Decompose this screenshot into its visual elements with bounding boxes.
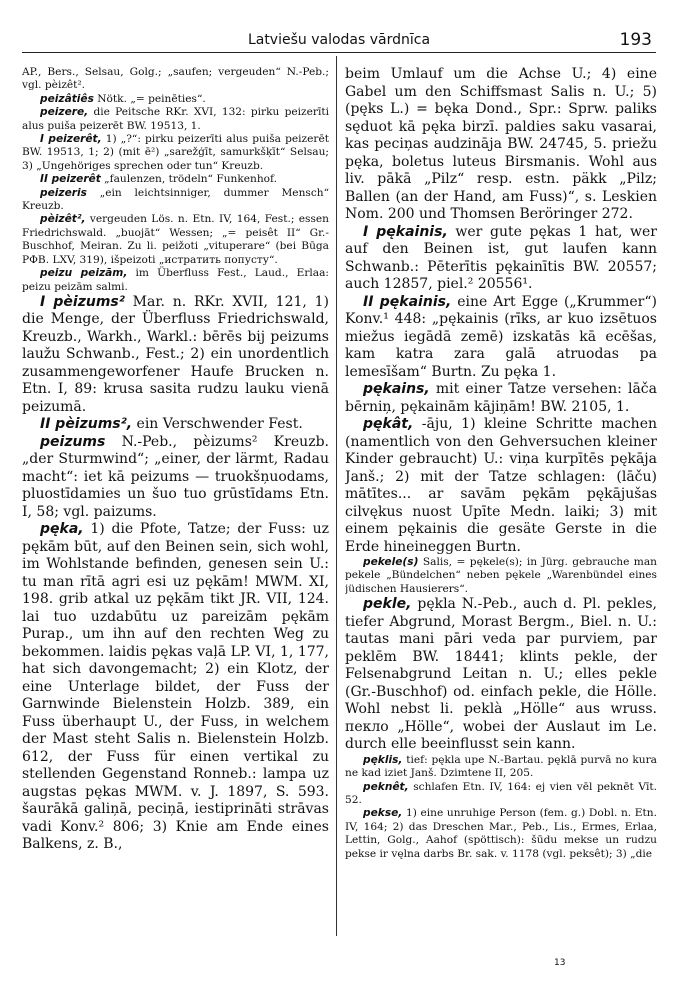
entry-headword: peizere, (40, 106, 89, 119)
entry-headword: I peizerêt, (40, 133, 102, 146)
entry-headword: pèizêt², (40, 213, 86, 226)
entry-definition: AP., Bers., Selsau, Golg.; „saufen; vergeuden“ N.-Peb.; vgl. pèizêt². (22, 66, 329, 92)
dictionary-entry (345, 416, 657, 556)
entry-definition: eine Art Egge („Krummer“) Konv.¹ 448: „pękainis (rīks, ar kuo izsētuos miežus iegādā zemē) izskatās kā ecēšas, kam katra zara galā atruodas pa lemesīšam“ Burtn. Zu pęka 1. (345, 293, 657, 380)
dictionary-entry (22, 434, 329, 522)
entry-headword: I pèizums² (40, 293, 125, 310)
entry-definition: pękla N.-Peb., auch d. Pl. pekles, tiefer Abgrund, Morast Bergm., Biel. n. U.: tautas mani pāri veda par purviem, par peklēm BW. 18441; klints pekle, der Felsenabgrund Leitan n. U.; elles pekle (Gr.-Buschhof) od. einfach pekle, die Hölle. Wohl nebst li. peklà „Hölle“ aus wruss. пекло „Hölle“, wobei der Auslaut im Le. durch elle beeinflusst sein kann. (345, 596, 657, 753)
dictionary-entry (345, 66, 657, 224)
entry-definition: beim Umlauf um die Achse U.; 4) eine Gabel um den Schiffsmast Salis n. U.; 5) (pęks L.) = bęka Dond., Spr.: Sprw. paliks sęduot kā pęka birzī. paldies saku vasarai, kas peciņas audzināja BW. 24745, 5. priežu pęka, boletus luteus Birsmanis. Wohl aus liv. pākā „Pilz“ resp. estn. päkk „Pilz; Ballen (an der Hand, am Fuss)“, s. Leskien Nom. 200 und Thomsen Beröringer 272. (345, 66, 657, 222)
entry-headword: pekele(s) (363, 556, 419, 568)
dictionary-entry (345, 781, 657, 808)
entry-definition: „faulenzen, trödeln“ Funkenhof. (100, 173, 277, 186)
signature-mark: 13 (554, 958, 566, 968)
left-column (22, 66, 329, 976)
entry-definition: Salis, = pękele(s); in Jürg. gebrauche man pekele „Bündelchen“ neben pękele „Warenbündel eines jüdischen Hausierers“. (345, 556, 657, 595)
entry-definition: mit einer Tatze versehen: lāča bērniņ, pękainām kājiņām! BW. 2105, 1. (345, 381, 657, 415)
entry-definition: vergeuden Lös. n. Etn. IV, 164, Fest.; essen Friedrichswald. „buojāt“ Wessen; „= peisêt II“ Gr.-Buschhof, Meiran. Zu li. peižoti „vituperare“ (bei Būga PФB. LXV, 319), išpeizoti „истратить попусту“. (22, 213, 329, 266)
dictionary-entry (22, 133, 329, 173)
dictionary-entry (22, 521, 329, 854)
entry-definition: im Überfluss Fest., Laud., Erlaa: peizu peizām salmi. (22, 267, 329, 293)
dictionary-entry (22, 93, 329, 106)
entry-headword: pękains, (363, 381, 430, 397)
entry-headword: I pękainis, (363, 223, 448, 240)
entry-headword: II pękainis, (363, 293, 452, 310)
dictionary-title: Latviešu valodas vārdnīca (247, 32, 431, 48)
dictionary-entry (345, 807, 657, 861)
dictionary-entry (345, 596, 657, 754)
entry-headword: peknêt, (363, 780, 409, 793)
entry-definition: ein Verschwender Fest. (132, 416, 303, 433)
dictionary-entry (345, 224, 657, 294)
column-divider (336, 56, 337, 936)
entry-definition: schlafen Etn. IV, 164: ej vien vēl peknēt Vīt. 52. (345, 780, 657, 806)
entry-definition: 1) die Pfote, Tatze; der Fuss: uz pękām būt, auf den Beinen sein, sich wohl, im Wohlstande befinden, genesen sein U.: tu man rītā agri esi uz pękām! MWM. XI, 198. grib atkal uz pękām tikt JR. VII, 124. lai tuo uzdabūtu uz pareizām pękām Purap., um ihn auf den rechten Weg zu bekommen. laidis pękas vaļā LP. VI, 1, 177, hat sich davongemacht; 2) ein Klotz, der eine Unterlage bildet, der Fuss der Garnwinde Bielenstein Holzb. 389, ein Fuss überhaupt U., der Fuss, in welchem der Mast steht Salis n. Bielenstein Holzb. 612, der Fuss für einen vertikal zu stellenden Gegenstand Ronneb.: lampa uz augstas pękas MWM. v. J. 1897, S. 593. šaurākā galiņā, peciņā, iestiprināti strāvas vadi Konv.² 806; 3) Knie am Ende eines Balkens, z. B., (22, 521, 329, 853)
dictionary-entry (22, 106, 329, 133)
entry-headword: pęklis, (363, 753, 403, 766)
entry-headword: pękât, (363, 416, 414, 432)
entry-headword: pekle, (363, 596, 412, 613)
dictionary-entry (22, 416, 329, 434)
entry-definition: tief: pękla upe N.-Bartau. pęklā purvā no kura ne kad iziet Janš. Dzimtene II, 205. (345, 753, 657, 780)
entry-headword: II peizerêt (40, 173, 101, 186)
dictionary-entry (22, 66, 329, 93)
entry-headword: peizâtiês (40, 92, 94, 105)
dictionary-entry (22, 213, 329, 267)
dictionary-entry (22, 294, 329, 417)
entry-definition: N.-Peb., pèizums² Kreuzb. „der Sturmwind“; „einer, der lärmt, Radau macht“: iet kā peizums — truokšņuodams, pluostīdamies un šuo tuo grūstīdams Etn. I, 58; vgl. paizums. (22, 433, 329, 520)
entry-definition: -āju, 1) kleine Schritte machen (namentlich von den Gehversuchen kleiner Kinder gebraucht) U.: viņa kurpītēs pękāja Janš.; 2) mit der Tatze schlagen: (lāču) mātītes... ar savām pękām pękājušas cilvękus nuost Upīte Medn. laiki; 3) mit einem pękainis die gesäte Gerste in die Erde hineineggen Burtn. (345, 416, 657, 555)
entry-headword: peizeris (40, 186, 87, 199)
dictionary-entry (22, 267, 329, 294)
page-number: 193 (619, 30, 652, 50)
entry-definition: 1) eine unruhige Person (fem. g.) Dobl. n. Etn. IV, 164; 2) das Dreschen Mar., Peb., Lis., Ermes, Erlaa, Lettin, Golg., Aahof (spöttisch): šūdu mekse un rudzu pekse ir vęlna darbs Br. sak. v. 1178 (vgl. peksêt); 3) „die (345, 807, 657, 860)
entry-headword: pęka, (40, 521, 84, 538)
entry-headword: peizu peizām, (40, 267, 128, 280)
dictionary-entry (345, 294, 657, 382)
entry-definition: wer gute pękas 1 hat, wer auf den Beinen ist, gut laufen kann Schwanb.: Pēterītis pękainītis BW. 20557; auch 12857, piel.² 20556¹. (345, 223, 657, 292)
entry-headword: pekse, (363, 807, 403, 820)
dictionary-entry (22, 173, 329, 186)
entry-definition: Nötk. „= peinēties“. (93, 92, 206, 105)
entry-definition: Mar. n. RKr. XVII, 121, 1) die Menge, der Überfluss Friedrichswald, Kreuzb., Warkh., Warkl.: bērēs bij peizums laužu Schwanb., Fest.; 2) ein unordentlich zusammengeworfener Haufe Brucken n. Etn. I, 89: krusa sasita rudzu lauku vienā peizumā. (22, 293, 329, 415)
entry-definition: 1) „?“: pirku peizerīti alus puiša peizerēt BW. 19513, 1; 2) (mit ē²) „sarežģīt, samurkšķīt“ Selsau; 3) „Ungehöriges sprechen oder tun“ Kreuzb. (22, 133, 329, 172)
dictionary-entry (345, 556, 657, 596)
dictionary-entry (345, 754, 657, 781)
page-header (22, 30, 656, 53)
entry-headword: II pèizums², (40, 416, 133, 433)
entry-headword: peizums (40, 433, 106, 450)
right-column (345, 66, 657, 976)
dictionary-entry (345, 381, 657, 416)
entry-definition: „ein leichtsinniger, dummer Mensch“ Kreuzb. (22, 186, 329, 213)
dictionary-entry (22, 187, 329, 214)
entry-definition: die Peitsche RKr. XVI, 132: pirku peizerīti alus puiša peizerēt BW. 19513, 1. (22, 106, 329, 132)
